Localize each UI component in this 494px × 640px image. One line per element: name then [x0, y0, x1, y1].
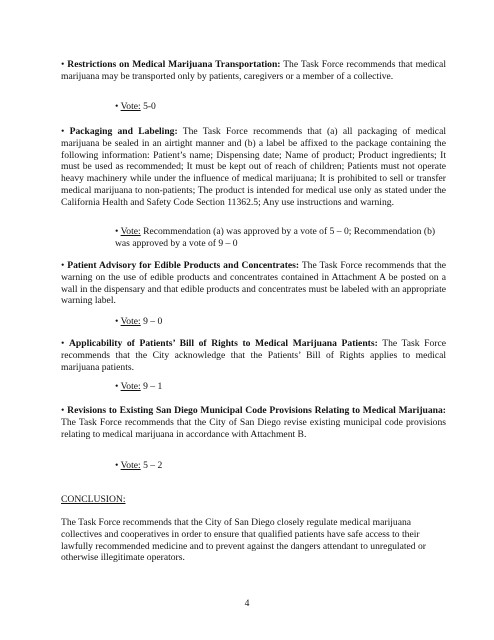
vote-line: • Vote: 5-0 — [115, 101, 156, 112]
vote-line: • Vote: 5 – 2 — [115, 460, 163, 471]
vote-label: Vote: — [120, 316, 141, 327]
conclusion-heading: CONCLUSION: — [61, 494, 126, 505]
section-text: The Task Force recommends that (a) all packaging of medical marijuana be sealed in an airtight manner and (b) a label be affixed to the package containing the following information: Patient’s name; Dispensing date; Name of product; Product ingredients; It must be used as recommended; It must be kept out of reach of children; Patients must not operate heavy machinery while under the influence of medical marijuana; It is prohibited to sell or transfer medical marijuana to non-patients; The product is intended for medical use only as stated under the California Health and Safety Code Section 11362.5; Any use instructions and warning. — [61, 126, 446, 208]
vote-text: 9 – 0 — [140, 316, 163, 327]
section-text: The Task Force recommends that the warning on the use of edible products and concentrates contained in Attachment A be posted on a wall in the dispensary and that edible products and concentrates must be labeled with an appropriate warning label. — [61, 260, 446, 307]
vote-text: 5 – 2 — [140, 460, 163, 471]
vote-line: • Vote: 9 – 0 — [115, 316, 163, 327]
vote-label: Vote: — [120, 101, 141, 112]
section-title: Restrictions on Medical Marijuana Transportation: — [67, 59, 281, 70]
page-number: 4 — [244, 598, 250, 609]
vote-line: • Vote: 9 – 1 — [115, 381, 163, 392]
section-title: Packaging and Labeling: — [69, 126, 178, 137]
vote-text: 5-0 — [140, 101, 156, 112]
vote-text: 9 – 1 — [140, 381, 163, 392]
vote-line: • Vote: Recommendation (a) was approved by a vote of 5 – 0; Recommendation (b) was approved by a vote of 9 – 0 — [115, 226, 436, 249]
vote-label: Vote: — [120, 381, 141, 392]
section-patients-bill-of-rights: • Applicability of Patients’ Bill of Rights to Medical Marijuana Patients: The Task Force recommends that the City acknowledge that the Patients’ Bill of Rights applies to medical marijuana patients. — [61, 338, 446, 373]
section-title: Applicability of Patients’ Bill of Rights to Medical Marijuana Patients: — [68, 338, 378, 349]
conclusion-text: The Task Force recommends that the City of San Diego closely regulate medical marijuana collectives and cooperatives in order to ensure that qualified patients have safe access to their lawfully recommended medicine and to prevent against the dangers attendant to unregulated or otherwise illegitimate operators. — [61, 517, 426, 564]
section-text: The Task Force recommends that the City of San Diego revise existing municipal code provisions relating to medical marijuana in accordance with Attachment B. — [61, 416, 446, 440]
section-title: Patient Advisory for Edible Products and Concentrates: — [67, 260, 300, 271]
section-patient-advisory: • Patient Advisory for Edible Products and Concentrates: The Task Force recommends that the warning on the use of edible products and concentrates contained in Attachment A be posted on a wall in the dispensary and that edible products and concentrates must be labeled with an appropriate warning label. — [61, 260, 446, 307]
vote-label: Vote: — [120, 460, 141, 471]
section-municipal-code-revisions: • Revisions to Existing San Diego Municipal Code Provisions Relating to Medical Marijuana: The Task Force recommends that the City of San Diego revise existing municipal code provisions relating to medical marijuana in accordance with Attachment B. — [61, 405, 446, 440]
vote-label: Vote: — [120, 226, 141, 237]
section-restrictions-transportation: • Restrictions on Medical Marijuana Transportation: The Task Force recommends that medical marijuana may be transported only by patients, caregivers or a member of a collective. — [61, 59, 446, 82]
section-text: The Task Force recommends that the City acknowledge that the Patients’ Bill of Rights applies to medical marijuana patients. — [61, 338, 446, 373]
section-text: The Task Force recommends that medical marijuana may be transported only by patients, caregivers or a member of a collective. — [61, 59, 446, 82]
section-title: Revisions to Existing San Diego Municipal Code Provisions Relating to Medical Marijuana: — [67, 405, 446, 416]
section-packaging-labeling: • Packaging and Labeling: The Task Force recommends that (a) all packaging of medical marijuana be sealed in an airtight manner and (b) a label be affixed to the package containing the following information: Patient’s name; Dispensing date; Name of product; Product ingredients; It must be used as recommended; It must be kept out of reach of children; Patients must not operate heavy machinery while under the influence of medical marijuana; It is prohibited to sell or transfer medical marijuana to non-patients; The product is intended for medical use only as stated under the California Health and Safety Code Section 11362.5; Any use instructions and warning. — [61, 126, 446, 208]
vote-text: Recommendation (a) was approved by a vote of 5 – 0; Recommendation (b) was approved by a vote of 9 – 0 — [115, 226, 436, 249]
